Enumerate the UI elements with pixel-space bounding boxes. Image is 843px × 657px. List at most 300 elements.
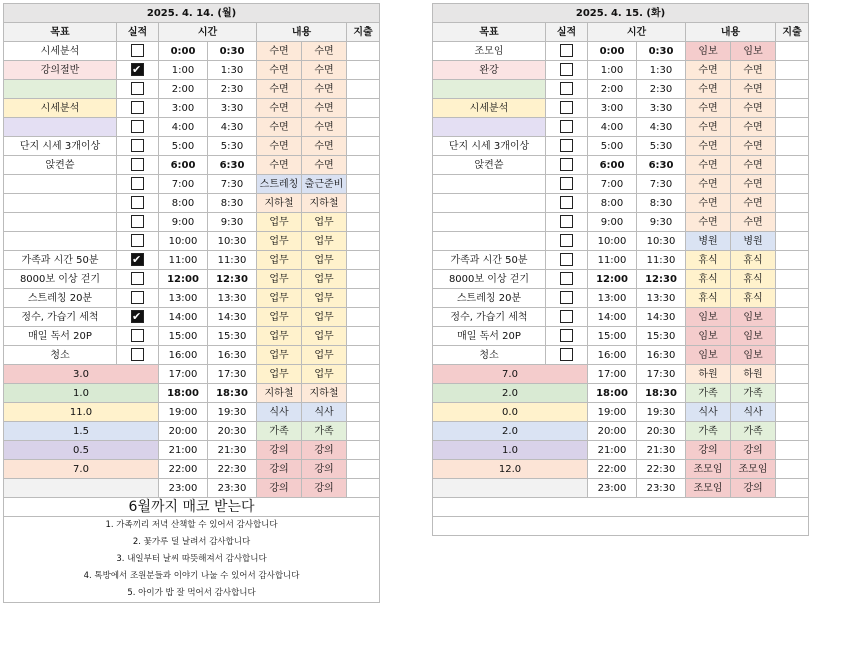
activity-a[interactable]: 지하철 <box>257 194 302 213</box>
table-row <box>433 80 809 99</box>
total-row <box>4 422 380 441</box>
expense-cell[interactable] <box>347 327 380 346</box>
time-end: 6:30 <box>637 156 686 175</box>
time-end: 22:30 <box>208 460 257 479</box>
activity-b[interactable]: 가족 <box>302 422 347 441</box>
done-cell <box>546 213 588 232</box>
goal-cell[interactable] <box>4 118 117 137</box>
total-row <box>4 460 380 479</box>
done-cell <box>117 61 159 80</box>
activity-a[interactable]: 수면 <box>686 61 731 80</box>
goal-cell[interactable]: 가족과 시간 50분 <box>4 251 117 270</box>
activity-a[interactable]: 휴식 <box>686 251 731 270</box>
goal-cell[interactable]: 스트레칭 20분 <box>4 289 117 308</box>
total-value: 0.5 <box>4 441 159 460</box>
done-cell <box>546 80 588 99</box>
table-row <box>4 194 380 213</box>
goal-cell[interactable] <box>4 232 117 251</box>
goal-cell[interactable]: 스트레칭 20분 <box>433 289 546 308</box>
expense-cell[interactable] <box>347 479 380 498</box>
expense-cell[interactable] <box>776 365 809 384</box>
goal-cell[interactable]: 매일 독서 20P <box>4 327 117 346</box>
activity-b[interactable]: 가족 <box>731 384 776 403</box>
activity-b[interactable]: 업무 <box>302 365 347 384</box>
activity-a[interactable]: 업무 <box>257 289 302 308</box>
time-end: 13:30 <box>637 289 686 308</box>
expense-cell[interactable] <box>347 156 380 175</box>
checkbox[interactable] <box>131 348 144 361</box>
goal-cell[interactable] <box>4 194 117 213</box>
activity-b[interactable]: 수면 <box>731 137 776 156</box>
checkbox-checked[interactable] <box>131 253 144 266</box>
activity-a[interactable]: 업무 <box>257 232 302 251</box>
activity-b[interactable]: 수면 <box>302 156 347 175</box>
activity-b[interactable]: 수면 <box>302 99 347 118</box>
expense-cell[interactable] <box>347 232 380 251</box>
activity-b[interactable]: 업무 <box>302 270 347 289</box>
total-row <box>433 365 809 384</box>
goal-cell[interactable]: 강의절반 <box>4 61 117 80</box>
activity-b[interactable]: 임보 <box>731 346 776 365</box>
activity-a[interactable]: 수면 <box>257 42 302 61</box>
expense-cell[interactable] <box>347 308 380 327</box>
time-end: 15:30 <box>637 327 686 346</box>
activity-a[interactable]: 조모임 <box>686 460 731 479</box>
table-row <box>433 270 809 289</box>
done-cell <box>546 194 588 213</box>
activity-a[interactable]: 수면 <box>257 137 302 156</box>
expense-cell[interactable] <box>776 422 809 441</box>
activity-a[interactable]: 지하철 <box>257 384 302 403</box>
expense-cell[interactable] <box>776 346 809 365</box>
activity-b[interactable]: 수면 <box>302 118 347 137</box>
expense-cell[interactable] <box>776 80 809 99</box>
date-title: 2025. 4. 14. (월) <box>4 4 380 23</box>
activity-b[interactable]: 수면 <box>731 213 776 232</box>
activity-a[interactable]: 수면 <box>686 137 731 156</box>
goal-cell[interactable] <box>433 232 546 251</box>
expense-cell[interactable] <box>776 99 809 118</box>
total-row <box>4 441 380 460</box>
goal-cell[interactable]: 매일 독서 20P <box>433 327 546 346</box>
activity-a[interactable]: 스트레칭 <box>257 175 302 194</box>
checkbox[interactable] <box>131 215 144 228</box>
table-row <box>4 118 380 137</box>
expense-cell[interactable] <box>776 213 809 232</box>
table-row <box>4 308 380 327</box>
expense-cell[interactable] <box>776 327 809 346</box>
activity-b[interactable]: 휴식 <box>731 289 776 308</box>
activity-b[interactable]: 수면 <box>302 42 347 61</box>
activity-b[interactable]: 식사 <box>302 403 347 422</box>
goal-cell[interactable]: 단지 시세 3개이상 <box>433 137 546 156</box>
time-start: 1:00 <box>159 61 208 80</box>
table-row <box>433 251 809 270</box>
activity-b[interactable]: 식사 <box>731 403 776 422</box>
time-end: 16:30 <box>208 346 257 365</box>
date-row <box>4 4 380 23</box>
table-row <box>4 80 380 99</box>
done-cell <box>117 308 159 327</box>
goal-cell[interactable]: 8000보 이상 걷기 <box>433 270 546 289</box>
expense-cell[interactable] <box>776 403 809 422</box>
time-start: 14:00 <box>159 308 208 327</box>
expense-cell[interactable] <box>776 441 809 460</box>
activity-a[interactable]: 휴식 <box>686 289 731 308</box>
activity-b[interactable]: 수면 <box>731 118 776 137</box>
activity-b[interactable]: 수면 <box>302 80 347 99</box>
time-start: 0:00 <box>588 42 637 61</box>
checkbox[interactable] <box>560 215 573 228</box>
checkbox[interactable] <box>131 234 144 247</box>
checkbox-checked[interactable] <box>131 310 144 323</box>
activity-a[interactable]: 임보 <box>686 327 731 346</box>
expense-cell[interactable] <box>776 232 809 251</box>
time-start: 16:00 <box>159 346 208 365</box>
time-end: 20:30 <box>637 422 686 441</box>
checkbox[interactable] <box>560 291 573 304</box>
activity-b[interactable]: 업무 <box>302 213 347 232</box>
notes-row <box>433 517 809 536</box>
expense-cell[interactable] <box>776 42 809 61</box>
time-start: 16:00 <box>588 346 637 365</box>
activity-a[interactable]: 수면 <box>257 99 302 118</box>
checkbox-checked[interactable] <box>131 63 144 76</box>
expense-cell[interactable] <box>776 308 809 327</box>
activity-a[interactable]: 식사 <box>686 403 731 422</box>
total-row <box>433 441 809 460</box>
activity-b[interactable]: 강의 <box>731 441 776 460</box>
date-row <box>433 4 809 23</box>
activity-a[interactable]: 수면 <box>686 118 731 137</box>
time-start: 10:00 <box>588 232 637 251</box>
activity-b[interactable]: 출근준비 <box>302 175 347 194</box>
expense-cell[interactable] <box>347 213 380 232</box>
activity-a[interactable]: 업무 <box>257 308 302 327</box>
checkbox[interactable] <box>560 196 573 209</box>
goal-cell[interactable]: 완강 <box>433 61 546 80</box>
activity-b[interactable]: 업무 <box>302 251 347 270</box>
activity-a[interactable]: 수면 <box>686 80 731 99</box>
expense-cell[interactable] <box>776 289 809 308</box>
expense-cell[interactable] <box>776 175 809 194</box>
checkbox[interactable] <box>131 101 144 114</box>
goal-cell[interactable] <box>4 80 117 99</box>
checkbox[interactable] <box>560 139 573 152</box>
time-end: 3:30 <box>208 99 257 118</box>
activity-b[interactable]: 수면 <box>731 156 776 175</box>
expense-cell[interactable] <box>776 156 809 175</box>
expense-cell[interactable] <box>347 42 380 61</box>
activity-b[interactable]: 수면 <box>302 61 347 80</box>
activity-a[interactable]: 수면 <box>257 156 302 175</box>
expense-cell[interactable] <box>776 61 809 80</box>
goal-cell[interactable]: 시세분석 <box>4 42 117 61</box>
expense-cell[interactable] <box>347 194 380 213</box>
activity-a[interactable]: 강의 <box>686 441 731 460</box>
done-cell <box>546 118 588 137</box>
table-row <box>433 289 809 308</box>
expense-cell[interactable] <box>347 346 380 365</box>
activity-b[interactable]: 강의 <box>302 441 347 460</box>
goal-cell[interactable] <box>433 213 546 232</box>
time-start: 2:00 <box>159 80 208 99</box>
activity-b[interactable]: 병원 <box>731 232 776 251</box>
time-start: 8:00 <box>588 194 637 213</box>
goal-cell[interactable] <box>4 213 117 232</box>
activity-a[interactable]: 업무 <box>257 346 302 365</box>
time-start: 15:00 <box>588 327 637 346</box>
expense-cell[interactable] <box>776 479 809 498</box>
table-row <box>4 327 380 346</box>
activity-a[interactable]: 수면 <box>257 118 302 137</box>
time-end: 23:30 <box>208 479 257 498</box>
activity-b[interactable]: 하원 <box>731 365 776 384</box>
activity-b[interactable]: 수면 <box>731 80 776 99</box>
activity-b[interactable]: 가족 <box>731 422 776 441</box>
activity-b[interactable]: 수면 <box>731 61 776 80</box>
gratitude-notes[interactable] <box>433 517 809 536</box>
goal-cell[interactable]: 청소 <box>433 346 546 365</box>
expense-cell[interactable] <box>347 403 380 422</box>
checkbox[interactable] <box>131 82 144 95</box>
goal-cell[interactable]: 앉켠씉 <box>4 156 117 175</box>
activity-a[interactable]: 가족 <box>257 422 302 441</box>
checkbox[interactable] <box>560 44 573 57</box>
checkbox[interactable] <box>560 82 573 95</box>
activity-b[interactable]: 업무 <box>302 346 347 365</box>
goal-cell[interactable]: 시세분석 <box>433 99 546 118</box>
done-cell <box>117 175 159 194</box>
activity-a[interactable]: 식사 <box>257 403 302 422</box>
total-value <box>4 479 159 498</box>
activity-b[interactable]: 수면 <box>731 99 776 118</box>
time-start: 7:00 <box>588 175 637 194</box>
checkbox[interactable] <box>131 196 144 209</box>
checkbox[interactable] <box>131 158 144 171</box>
done-cell <box>117 346 159 365</box>
expense-cell[interactable] <box>347 384 380 403</box>
total-row <box>433 403 809 422</box>
activity-a[interactable]: 강의 <box>257 479 302 498</box>
goal-cell[interactable] <box>433 118 546 137</box>
expense-cell[interactable] <box>776 194 809 213</box>
activity-a[interactable]: 임보 <box>686 346 731 365</box>
memo-text[interactable]: 6월까지 매코 받는다 <box>4 498 380 517</box>
time-start: 14:00 <box>588 308 637 327</box>
expense-cell[interactable] <box>347 270 380 289</box>
activity-a[interactable]: 조모임 <box>686 479 731 498</box>
checkbox[interactable] <box>131 139 144 152</box>
expense-cell[interactable] <box>347 61 380 80</box>
activity-a[interactable]: 병원 <box>686 232 731 251</box>
goal-cell[interactable]: 정수, 가습기 세척 <box>4 308 117 327</box>
goal-cell[interactable]: 시세분석 <box>4 99 117 118</box>
goal-cell[interactable]: 8000보 이상 걷기 <box>4 270 117 289</box>
time-start: 5:00 <box>588 137 637 156</box>
goal-cell[interactable] <box>4 175 117 194</box>
activity-b[interactable]: 휴식 <box>731 270 776 289</box>
checkbox[interactable] <box>560 272 573 285</box>
expense-cell[interactable] <box>347 80 380 99</box>
total-row <box>433 384 809 403</box>
expense-cell[interactable] <box>347 251 380 270</box>
expense-cell[interactable] <box>776 384 809 403</box>
done-cell <box>117 194 159 213</box>
activity-b[interactable]: 수면 <box>302 137 347 156</box>
expense-cell[interactable] <box>347 137 380 156</box>
checkbox[interactable] <box>560 310 573 323</box>
total-row <box>433 460 809 479</box>
table-row <box>433 99 809 118</box>
goal-cell[interactable] <box>433 175 546 194</box>
time-start: 0:00 <box>159 42 208 61</box>
activity-b[interactable]: 수면 <box>731 194 776 213</box>
activity-a[interactable]: 가족 <box>686 422 731 441</box>
expense-cell[interactable] <box>776 118 809 137</box>
total-value: 0.0 <box>433 403 588 422</box>
activity-a[interactable]: 휴식 <box>686 270 731 289</box>
activity-b[interactable]: 지하철 <box>302 194 347 213</box>
time-start: 11:00 <box>588 251 637 270</box>
goal-cell[interactable]: 단지 시세 3개이상 <box>4 137 117 156</box>
goal-cell[interactable] <box>433 194 546 213</box>
time-start: 15:00 <box>159 327 208 346</box>
checkbox[interactable] <box>560 120 573 133</box>
activity-b[interactable]: 임보 <box>731 327 776 346</box>
activity-a[interactable]: 수면 <box>257 80 302 99</box>
checkbox[interactable] <box>131 291 144 304</box>
time-start: 17:00 <box>588 365 637 384</box>
expense-cell[interactable] <box>776 251 809 270</box>
expense-cell[interactable] <box>347 441 380 460</box>
activity-b[interactable]: 강의 <box>302 460 347 479</box>
done-cell <box>117 327 159 346</box>
checkbox[interactable] <box>131 272 144 285</box>
activity-b[interactable]: 업무 <box>302 327 347 346</box>
table-row <box>433 346 809 365</box>
checkbox[interactable] <box>560 234 573 247</box>
goal-cell[interactable]: 가족과 시간 50분 <box>433 251 546 270</box>
expense-cell[interactable] <box>347 460 380 479</box>
time-start: 5:00 <box>159 137 208 156</box>
expense-cell[interactable] <box>347 118 380 137</box>
note-line: 2. 꽃가루 덜 날려서 감사합니다 <box>132 537 251 547</box>
activity-b[interactable]: 업무 <box>302 308 347 327</box>
activity-a[interactable]: 강의 <box>257 460 302 479</box>
checkbox[interactable] <box>560 63 573 76</box>
activity-b[interactable]: 임보 <box>731 308 776 327</box>
checkbox[interactable] <box>131 120 144 133</box>
goal-cell[interactable] <box>433 80 546 99</box>
done-cell <box>546 61 588 80</box>
activity-b[interactable]: 조모임 <box>731 460 776 479</box>
expense-cell[interactable] <box>347 422 380 441</box>
activity-a[interactable]: 강의 <box>257 441 302 460</box>
activity-a[interactable]: 하원 <box>686 365 731 384</box>
done-cell <box>117 251 159 270</box>
goal-cell[interactable]: 청소 <box>4 346 117 365</box>
table-row <box>433 61 809 80</box>
table-row <box>4 251 380 270</box>
expense-cell[interactable] <box>347 175 380 194</box>
activity-a[interactable]: 업무 <box>257 270 302 289</box>
time-start: 3:00 <box>159 99 208 118</box>
activity-b[interactable]: 수면 <box>731 175 776 194</box>
activity-a[interactable]: 수면 <box>257 61 302 80</box>
total-value: 1.0 <box>433 441 588 460</box>
checkbox[interactable] <box>131 329 144 342</box>
time-end: 12:30 <box>208 270 257 289</box>
expense-cell[interactable] <box>347 99 380 118</box>
table-row <box>4 213 380 232</box>
time-end: 11:30 <box>208 251 257 270</box>
activity-a[interactable]: 임보 <box>686 308 731 327</box>
expense-cell[interactable] <box>347 365 380 384</box>
activity-b[interactable]: 업무 <box>302 232 347 251</box>
time-start: 8:00 <box>159 194 208 213</box>
activity-a[interactable]: 가족 <box>686 384 731 403</box>
done-cell <box>117 289 159 308</box>
checkbox[interactable] <box>560 101 573 114</box>
done-cell <box>546 156 588 175</box>
checkbox[interactable] <box>131 44 144 57</box>
checkbox[interactable] <box>560 177 573 190</box>
checkbox[interactable] <box>560 329 573 342</box>
goal-cell[interactable]: 정수, 가습기 세척 <box>433 308 546 327</box>
checkbox[interactable] <box>560 158 573 171</box>
expense-cell[interactable] <box>347 289 380 308</box>
time-end: 7:30 <box>208 175 257 194</box>
memo-text[interactable] <box>433 498 809 517</box>
checkbox[interactable] <box>560 253 573 266</box>
expense-cell[interactable] <box>776 270 809 289</box>
goal-cell[interactable]: 앉켠씉 <box>433 156 546 175</box>
activity-b[interactable]: 지하철 <box>302 384 347 403</box>
done-cell <box>546 346 588 365</box>
activity-a[interactable]: 업무 <box>257 327 302 346</box>
time-end: 7:30 <box>637 175 686 194</box>
goal-cell[interactable]: 조모임 <box>433 42 546 61</box>
activity-a[interactable]: 임보 <box>686 42 731 61</box>
activity-b[interactable]: 휴식 <box>731 251 776 270</box>
expense-cell[interactable] <box>776 137 809 156</box>
total-value: 11.0 <box>4 403 159 422</box>
total-row <box>4 384 380 403</box>
time-start: 20:00 <box>588 422 637 441</box>
activity-a[interactable]: 수면 <box>686 213 731 232</box>
time-start: 22:00 <box>588 460 637 479</box>
checkbox[interactable] <box>131 177 144 190</box>
activity-a[interactable]: 수면 <box>686 99 731 118</box>
gratitude-notes[interactable] <box>4 517 380 603</box>
time-start: 3:00 <box>588 99 637 118</box>
expense-cell[interactable] <box>776 460 809 479</box>
activity-a[interactable]: 수면 <box>686 194 731 213</box>
activity-b[interactable]: 임보 <box>731 42 776 61</box>
activity-b[interactable]: 업무 <box>302 289 347 308</box>
time-end: 3:30 <box>637 99 686 118</box>
activity-a[interactable]: 수면 <box>686 175 731 194</box>
activity-b[interactable]: 강의 <box>731 479 776 498</box>
activity-a[interactable]: 업무 <box>257 365 302 384</box>
table-row <box>4 175 380 194</box>
activity-a[interactable]: 수면 <box>686 156 731 175</box>
activity-a[interactable]: 업무 <box>257 213 302 232</box>
checkbox[interactable] <box>560 348 573 361</box>
activity-b[interactable]: 강의 <box>302 479 347 498</box>
activity-a[interactable]: 업무 <box>257 251 302 270</box>
